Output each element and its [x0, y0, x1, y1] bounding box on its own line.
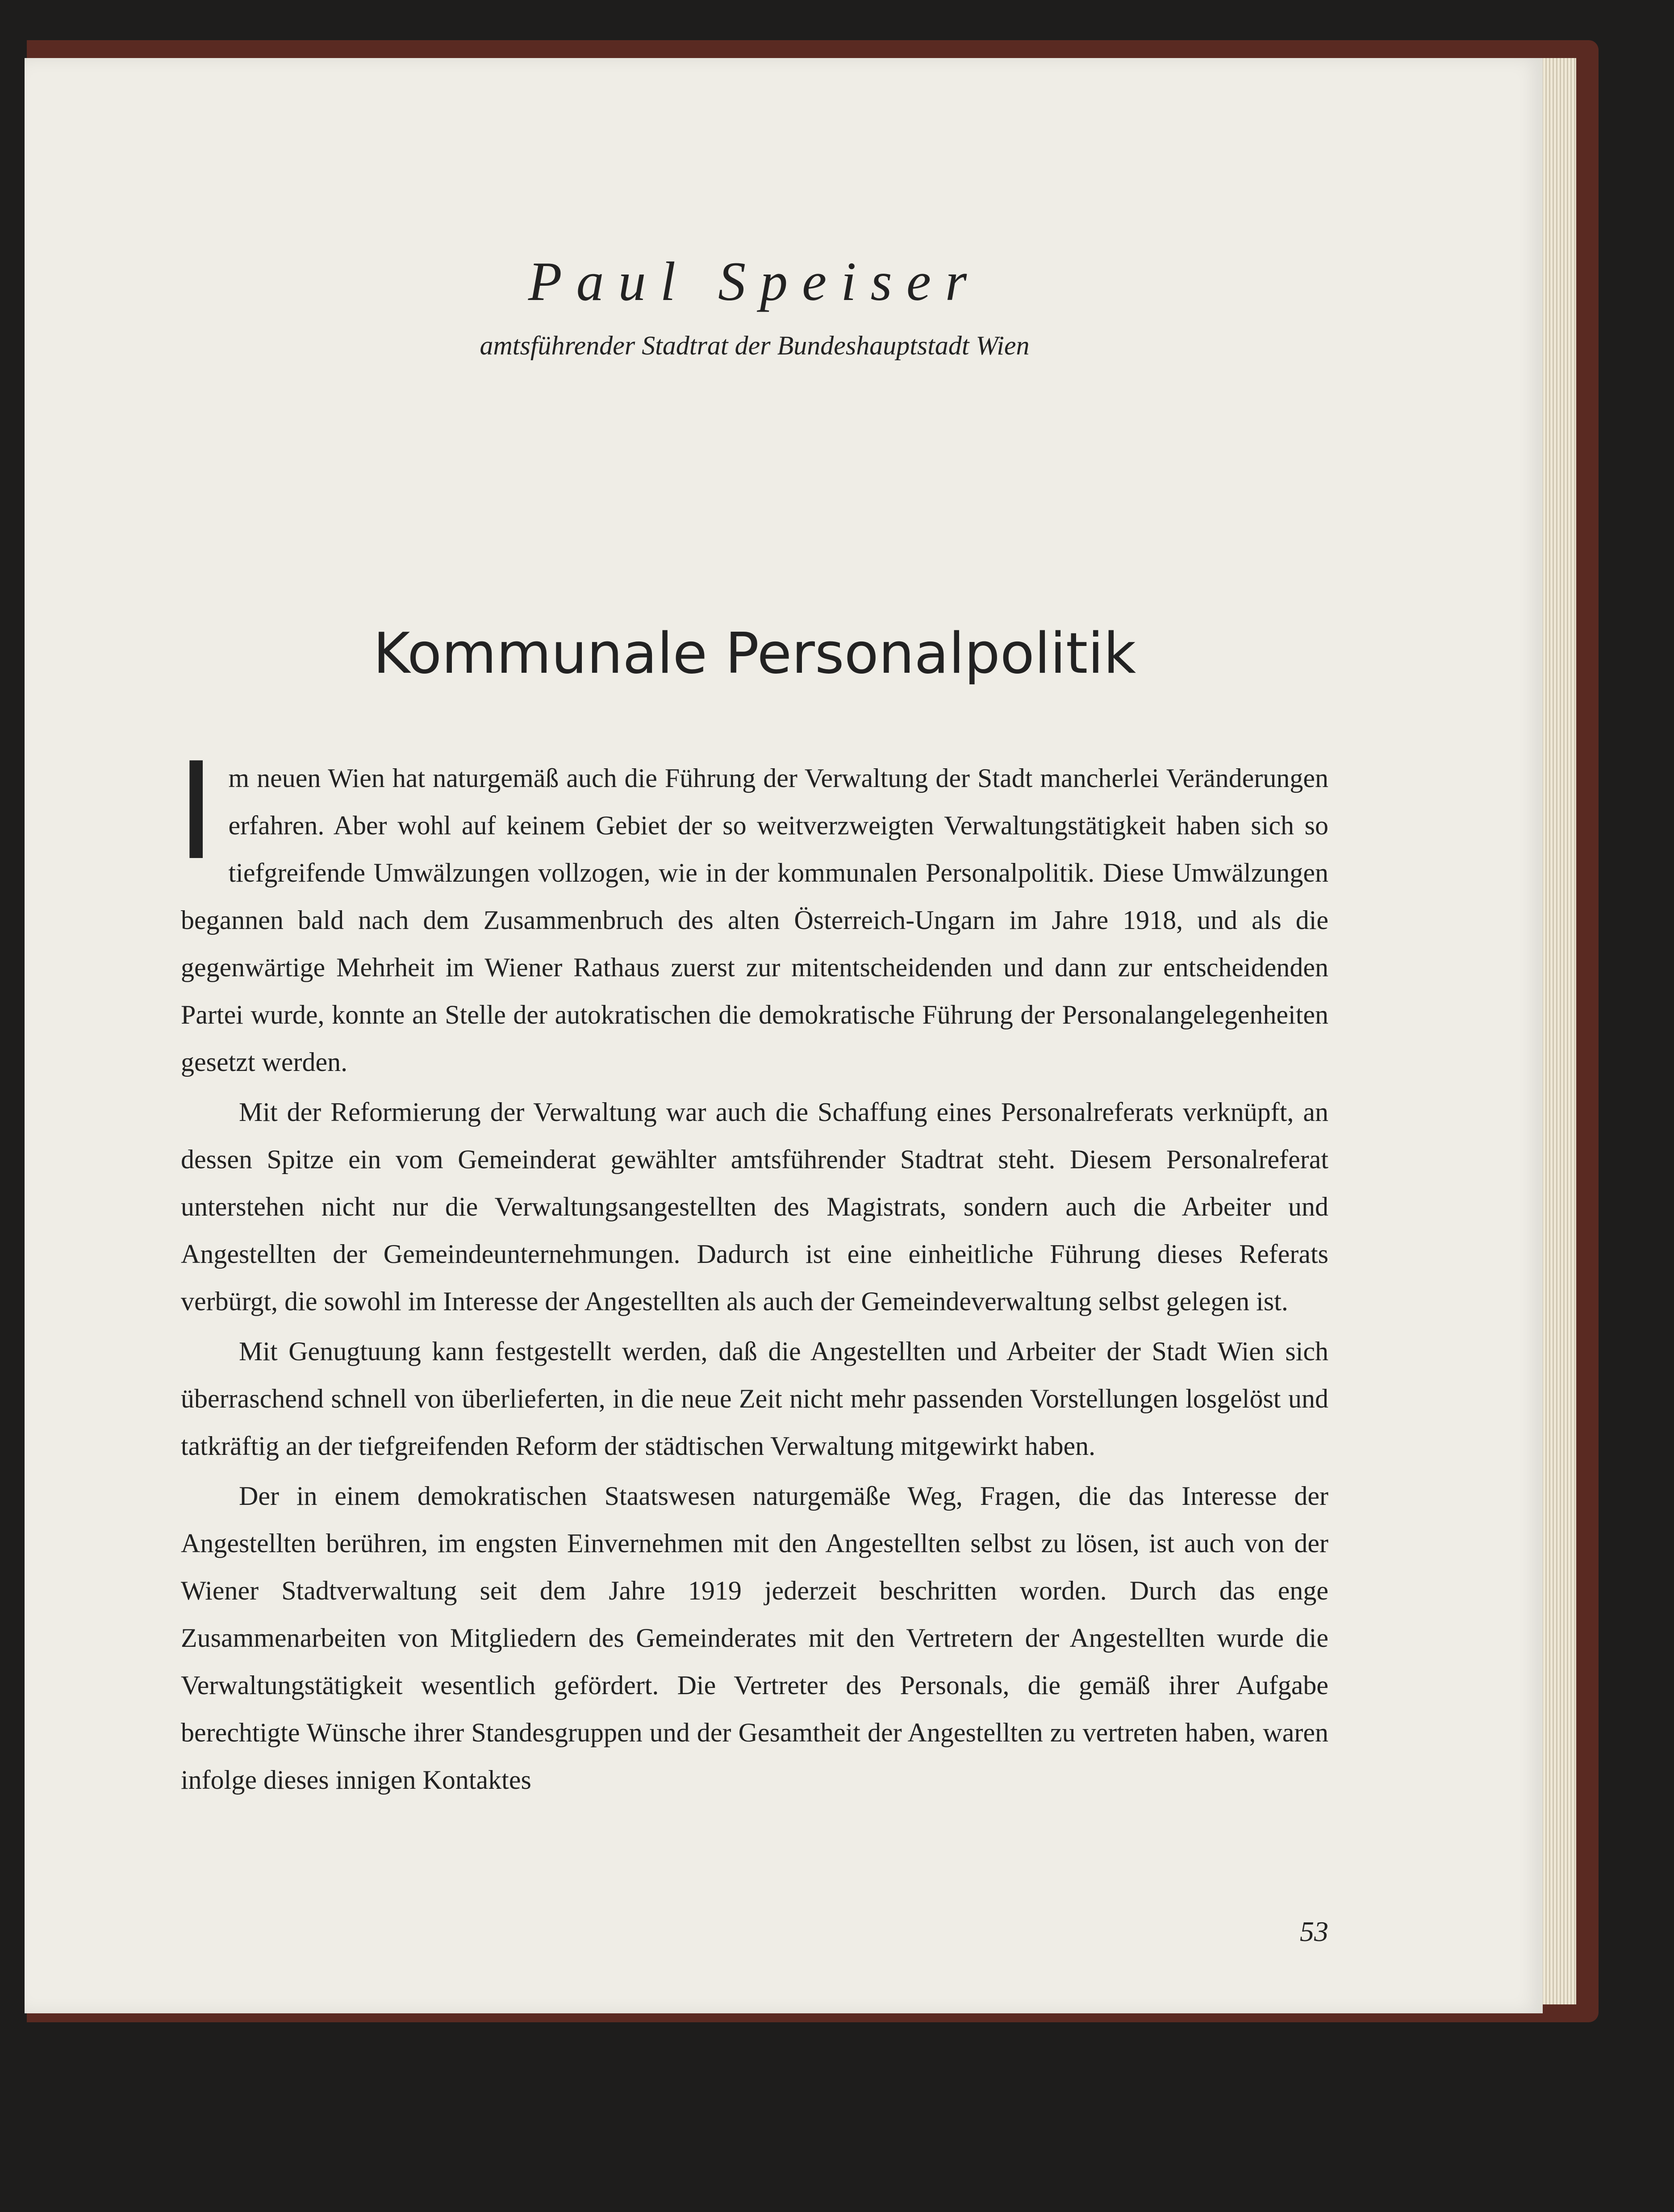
page-number: 53	[1300, 1916, 1328, 1947]
article-body	[176, 734, 1328, 1804]
paragraph-4: Der in einem demokratischen Staatswesen naturgemäße Weg, Fragen, die das Interesse der Angestellten berühren, im engsten Einvernehmen mit den Angestellten selbst zu lösen, ist auch von der Wiener Stadtverwaltung seit dem Jahre 1919 jederzeit beschritten worden. Durch das enge Zusammenarbeiten von Mitgliedern des Gemeinderates mit den Vertretern der Angestellten wurde die Verwaltungstätigkeit wesentlich gefördert. Die Vertreter des Personals, die gemäß ihrer Aufgabe berechtigte Wünsche ihrer Standesgruppen und der Gesamtheit der Angestellten zu vertreten haben, waren infolge dieses innigen Kontaktes	[181, 1481, 1328, 1795]
paragraph-3: Mit Genugtuung kann festgestellt werden, daß die Angestellten und Arbeiter der Stadt Wien sich überraschend schnell von überlieferten, in die neue Zeit nicht mehr passenden Vorstellungen losgelöst und tatkräftig an der tiefgreifenden Reform der städtischen Verwaltung mitgewirkt haben.	[181, 1337, 1328, 1461]
paragraph-text: m neuen Wien hat naturgemäß auch die Führung der Verwaltung der Stadt mancherlei Veränderungen erfahren. Aber wohl auf keinem Gebiet der so weitverzweigten Verwaltungstätigkeit haben sich so tiefgreifende Umwälzungen vollzogen, wie in der kommunalen Personalpolitik. Diese Umwälzungen begannen bald nach dem Zusammenbruch des alten Österreich-Ungarn im Jahre 1918, und als die gegenwärtige Mehrheit im Wiener Rathaus zuerst zur mitentscheidenden und dann zur entscheidenden Partei wurde, konnte an Stelle der autokratischen die demokratische Führung der Personalangelegenheiten gesetzt werden.	[181, 763, 1328, 1077]
paragraph-2: Mit der Reformierung der Verwaltung war auch die Schaffung eines Personalreferats verknüpft, an dessen Spitze ein vom Gemeinderat gewählter amtsführender Stadtrat steht. Diesem Personalreferat unterstehen nicht nur die Verwaltungsangestellten des Magistrats, sondern auch die Arbeiter und Angestellten der Gemeindeunternehmungen. Dadurch ist eine einheitliche Führung dieses Referats verbürgt, die sowohl im Interesse der Angestellten als auch der Gemeindeverwaltung selbst gelegen ist.	[181, 1097, 1328, 1316]
paragraph-1	[176, 734, 1328, 1086]
author-role: amtsführender Stadtrat der Bundeshauptstadt Wien	[480, 331, 1030, 360]
article-title: Kommunale Personalpolitik	[373, 621, 1136, 686]
author-name: Paul Speiser	[528, 251, 981, 312]
drop-cap: I	[176, 734, 216, 890]
book-page	[25, 58, 1543, 2013]
